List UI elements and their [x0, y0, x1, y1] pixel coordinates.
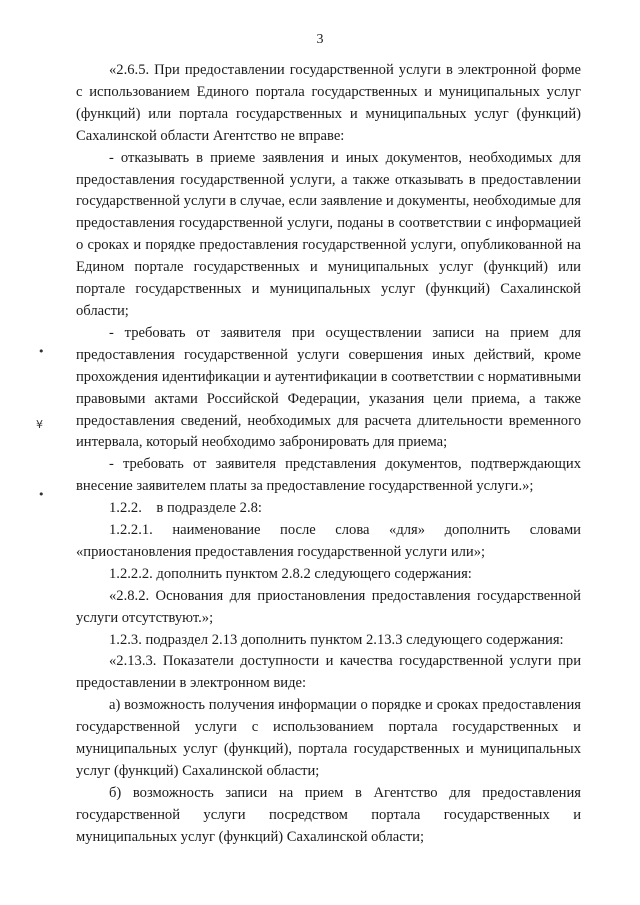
paragraph: «2.6.5. При предоставлении государственной услуги в электронной форме с использованием Единого портала государственных и муниципальных услуг (функций) или портала государственных и муниципальных услуг (функций) Сахалинской области Агентство не вправе: — [76, 62, 581, 144]
margin-mark: ¥ — [36, 418, 43, 431]
paragraph: 1.2.3. подраздел 2.13 дополнить пунктом 2.13.3 следующего содержания: — [109, 631, 564, 648]
margin-mark: • — [38, 488, 45, 501]
paragraph: - требовать от заявителя при осуществлении записи на прием для предоставления государственной услуги совершения иных действий, кроме прохождения идентификации и аутентификации в соответствии с нормативными правовыми актами Российской Федерации, указания цели приема, а также предоставления сведений, необходимых для расчета длительности временного интервала, который необходимо забронировать для приема; — [76, 324, 581, 451]
paragraph: «2.8.2. Основания для приостановления предоставления государственной услуги отсутствуют.»; — [76, 587, 581, 626]
document-body — [76, 60, 581, 849]
paragraph: 1.2.2.2. дополнить пунктом 2.8.2 следующего содержания: — [109, 565, 472, 582]
margin-mark: • — [38, 345, 45, 358]
paragraph: 1.2.2. в подразделе 2.8: — [109, 500, 262, 517]
paragraph: - отказывать в приеме заявления и иных документов, необходимых для предоставления государственной услуги, а также отказывать в предоставлении государственной услуги в случае, если заявление и документы, необходимые для предоставления государственной услуги, поданы в соответствии с информацией о сроках и порядке предоставления государственной услуги, опубликованной на Едином портале государственных и муниципальных услуг (функций) или портале государственных и муниципальных услуг (функций) Сахалинской области; — [76, 149, 581, 319]
paragraph: - требовать от заявителя представления документов, подтверждающих внесение заявителем платы за предоставление государственной услуги.»; — [76, 456, 581, 495]
paragraph: а) возможность получения информации о порядке и сроках предоставления государственной услуги с использованием портала государственных и муниципальных услуг (функций), портала государственных и муниципальных услуг (функций) Сахалинской области; — [76, 697, 581, 779]
paragraph: «2.13.3. Показатели доступности и качества государственной услуги при предоставлении в электронном виде: — [76, 653, 581, 692]
page-number: 3 — [316, 32, 324, 47]
paragraph: б) возможность записи на прием в Агентство для предоставления государственной услуги посредством портала государственных и муниципальных услуг (функций) Сахалинской области; — [76, 784, 581, 845]
paragraph: 1.2.2.1. наименование после слова «для» дополнить словами «приостановления предоставления государственной услуги или»; — [76, 522, 581, 560]
